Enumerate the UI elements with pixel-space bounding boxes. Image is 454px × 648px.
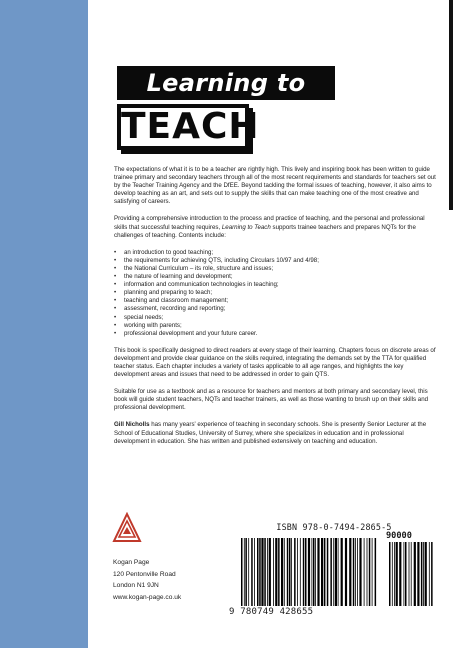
barcode-bar [392, 542, 393, 606]
barcode-bar [355, 538, 356, 606]
barcode-bar [287, 538, 289, 606]
publisher-block [113, 557, 181, 603]
audience-paragraph: Suitable for use as a textbook and as a resource for teachers and mentors at both primary and secondary level, this book will guide student teachers, NQTs and teacher trainers, as well as those wanting to brush up on their skills and professional development. [114, 388, 429, 412]
barcode-bar [425, 542, 427, 606]
barcode-bar [289, 538, 291, 606]
barcode-bar [335, 538, 337, 606]
barcode-bar [357, 538, 358, 606]
title-line-2: TEACH [117, 104, 249, 150]
barcode-bar [421, 542, 423, 606]
barcode-bar [359, 538, 361, 606]
barcode-bar [414, 542, 416, 606]
author-paragraph [114, 421, 436, 445]
barcode-bar [284, 538, 285, 606]
list-item: • an introduction to good teaching; [114, 249, 436, 257]
barcode-bar [275, 538, 277, 606]
price-code: 90000 [386, 531, 412, 541]
barcode-bar [254, 538, 255, 606]
isbn-text: ISBN 978-0-7494-2865-5 [276, 522, 392, 532]
barcode-bar [257, 538, 259, 606]
design-paragraph: This book is specifically designed to direct readers at every stage of their learning. Chapters focus on discrete areas of development and provide clear guidance on the skills required, integrating the demands set by the TTA for qualified teacher status. Each chapter includes a variety of tasks applicable to all age ranges, and highlights the key development areas and issues that need to be addressed in order to gain QTS. [114, 346, 436, 379]
barcode-bar [291, 538, 292, 606]
barcode-bar [375, 538, 377, 606]
barcode-bar [324, 538, 326, 606]
barcode-bar [281, 538, 283, 606]
barcode-bar [405, 542, 407, 606]
publisher-name: Kogan Page [113, 559, 150, 566]
publisher-address-line-1: 120 Pentonville Road [113, 570, 176, 578]
barcode-bar [303, 538, 305, 606]
barcode-bar [327, 538, 329, 606]
barcode-bar [399, 542, 401, 606]
barcode-bar [396, 542, 398, 606]
barcode-bar [245, 538, 247, 606]
barcode-bars-main [241, 538, 376, 606]
barcode-bar [369, 538, 371, 606]
barcode-bar [308, 538, 310, 606]
barcode-bar [251, 538, 253, 606]
barcode-bar [261, 538, 263, 606]
barcode-bar [305, 538, 307, 606]
list-item: • information and communication technologies in teaching; [114, 281, 436, 289]
barcode-bar [345, 538, 347, 606]
book-title-italic: Learning to Teach [221, 223, 271, 231]
intro-paragraph: The expectations of what it is to be a teacher are rightly high. This lively and inspiring book has been written to guide trainee primary and secondary teachers through all of the most recent requirements and standards for teachers set out by the Teacher Training Agency and the DfEE. Beyond tackling the formal issues of teaching, however, it also aims to develop teaching as an art, and sets out to supply the skills that can make teaching one of the most creative and satisfying of careers. [114, 166, 436, 206]
list-item: • the National Curriculum – its role, structure and issues; [114, 265, 436, 273]
barcode-bars-addon [389, 542, 433, 606]
list-item: • special needs; [114, 314, 436, 322]
barcode-bar [338, 538, 339, 606]
author-name: Gill Nicholls [114, 421, 150, 429]
list-item: • teaching and classroom management; [114, 297, 436, 305]
barcode-bar [294, 538, 296, 606]
barcode-bar [267, 538, 268, 606]
barcode-bar [333, 538, 334, 606]
barcode-bar [349, 538, 351, 606]
barcode-bar [417, 542, 419, 606]
barcode-bar [269, 538, 271, 606]
contents-intro-paragraph [114, 215, 436, 239]
barcode-bar [278, 538, 280, 606]
barcode-bar [429, 542, 430, 606]
barcode-icon [229, 528, 439, 634]
title-line-1: Learning to [117, 66, 335, 100]
publisher-website: www.kogan-page.co.uk [113, 593, 182, 601]
list-item: • planning and preparing to teach; [114, 289, 436, 297]
barcode-bar [273, 538, 274, 606]
barcode-bar [312, 538, 313, 606]
barcode-bar [389, 542, 391, 606]
list-item: • the requirements for achieving QTS, including Circulars 10/97 and 4/98; [114, 257, 436, 265]
barcode-bar [372, 538, 373, 606]
author-bio: has many years' experience of teaching in secondary schools. She is presently Senior Lecturer at the School of Educational Studies, University of Surrey, where she specializes in education and in professional development in education. She has written and published extensively on teaching and education. [114, 421, 427, 445]
contents-list [114, 249, 436, 338]
barcode-bar [330, 538, 332, 606]
list-item: • working with parents; [114, 322, 436, 330]
cover-spine-band [0, 0, 88, 648]
barcode-bar [321, 538, 323, 606]
barcode-bar [300, 538, 301, 606]
barcode-bar [317, 538, 319, 606]
barcode-bar [244, 538, 245, 606]
publisher-address-line-2: London N1 9JN [113, 582, 159, 590]
barcode-bar [394, 542, 395, 606]
barcode-bar [264, 538, 266, 606]
barcode-bar [259, 538, 261, 606]
contents-intro-text: Providing a comprehensive introduction to the process and practice of teaching, and the personal and professional skills that successful teaching requires, Learning to Teach supports trainee teachers and prepares NQTs for the challenges of teaching. Contents include: [114, 215, 425, 239]
barcode-bar [315, 538, 316, 606]
barcode-bar [431, 542, 433, 606]
barcode-bar [241, 538, 243, 606]
barcode-bar [404, 542, 405, 606]
barcode-digits: 9 780749 428655 [229, 607, 314, 617]
cover-edge-line [449, 0, 453, 210]
barcode-bar [313, 538, 315, 606]
barcode-bar [409, 542, 410, 606]
barcode-bar [411, 542, 412, 606]
kogan-page-logo-icon [112, 512, 142, 544]
list-item: • professional development and your future career. [114, 330, 436, 338]
barcode-bar [297, 538, 298, 606]
barcode-bar [341, 538, 343, 606]
barcode-bar [248, 538, 249, 606]
back-cover-blurb [114, 166, 436, 455]
barcode-bar [423, 542, 424, 606]
list-item: • assessment, recording and reporting; [114, 305, 436, 313]
barcode-bar [367, 538, 368, 606]
barcode-bar [353, 538, 355, 606]
list-item: • the nature of learning and development; [114, 273, 436, 281]
barcode-bar [364, 538, 365, 606]
